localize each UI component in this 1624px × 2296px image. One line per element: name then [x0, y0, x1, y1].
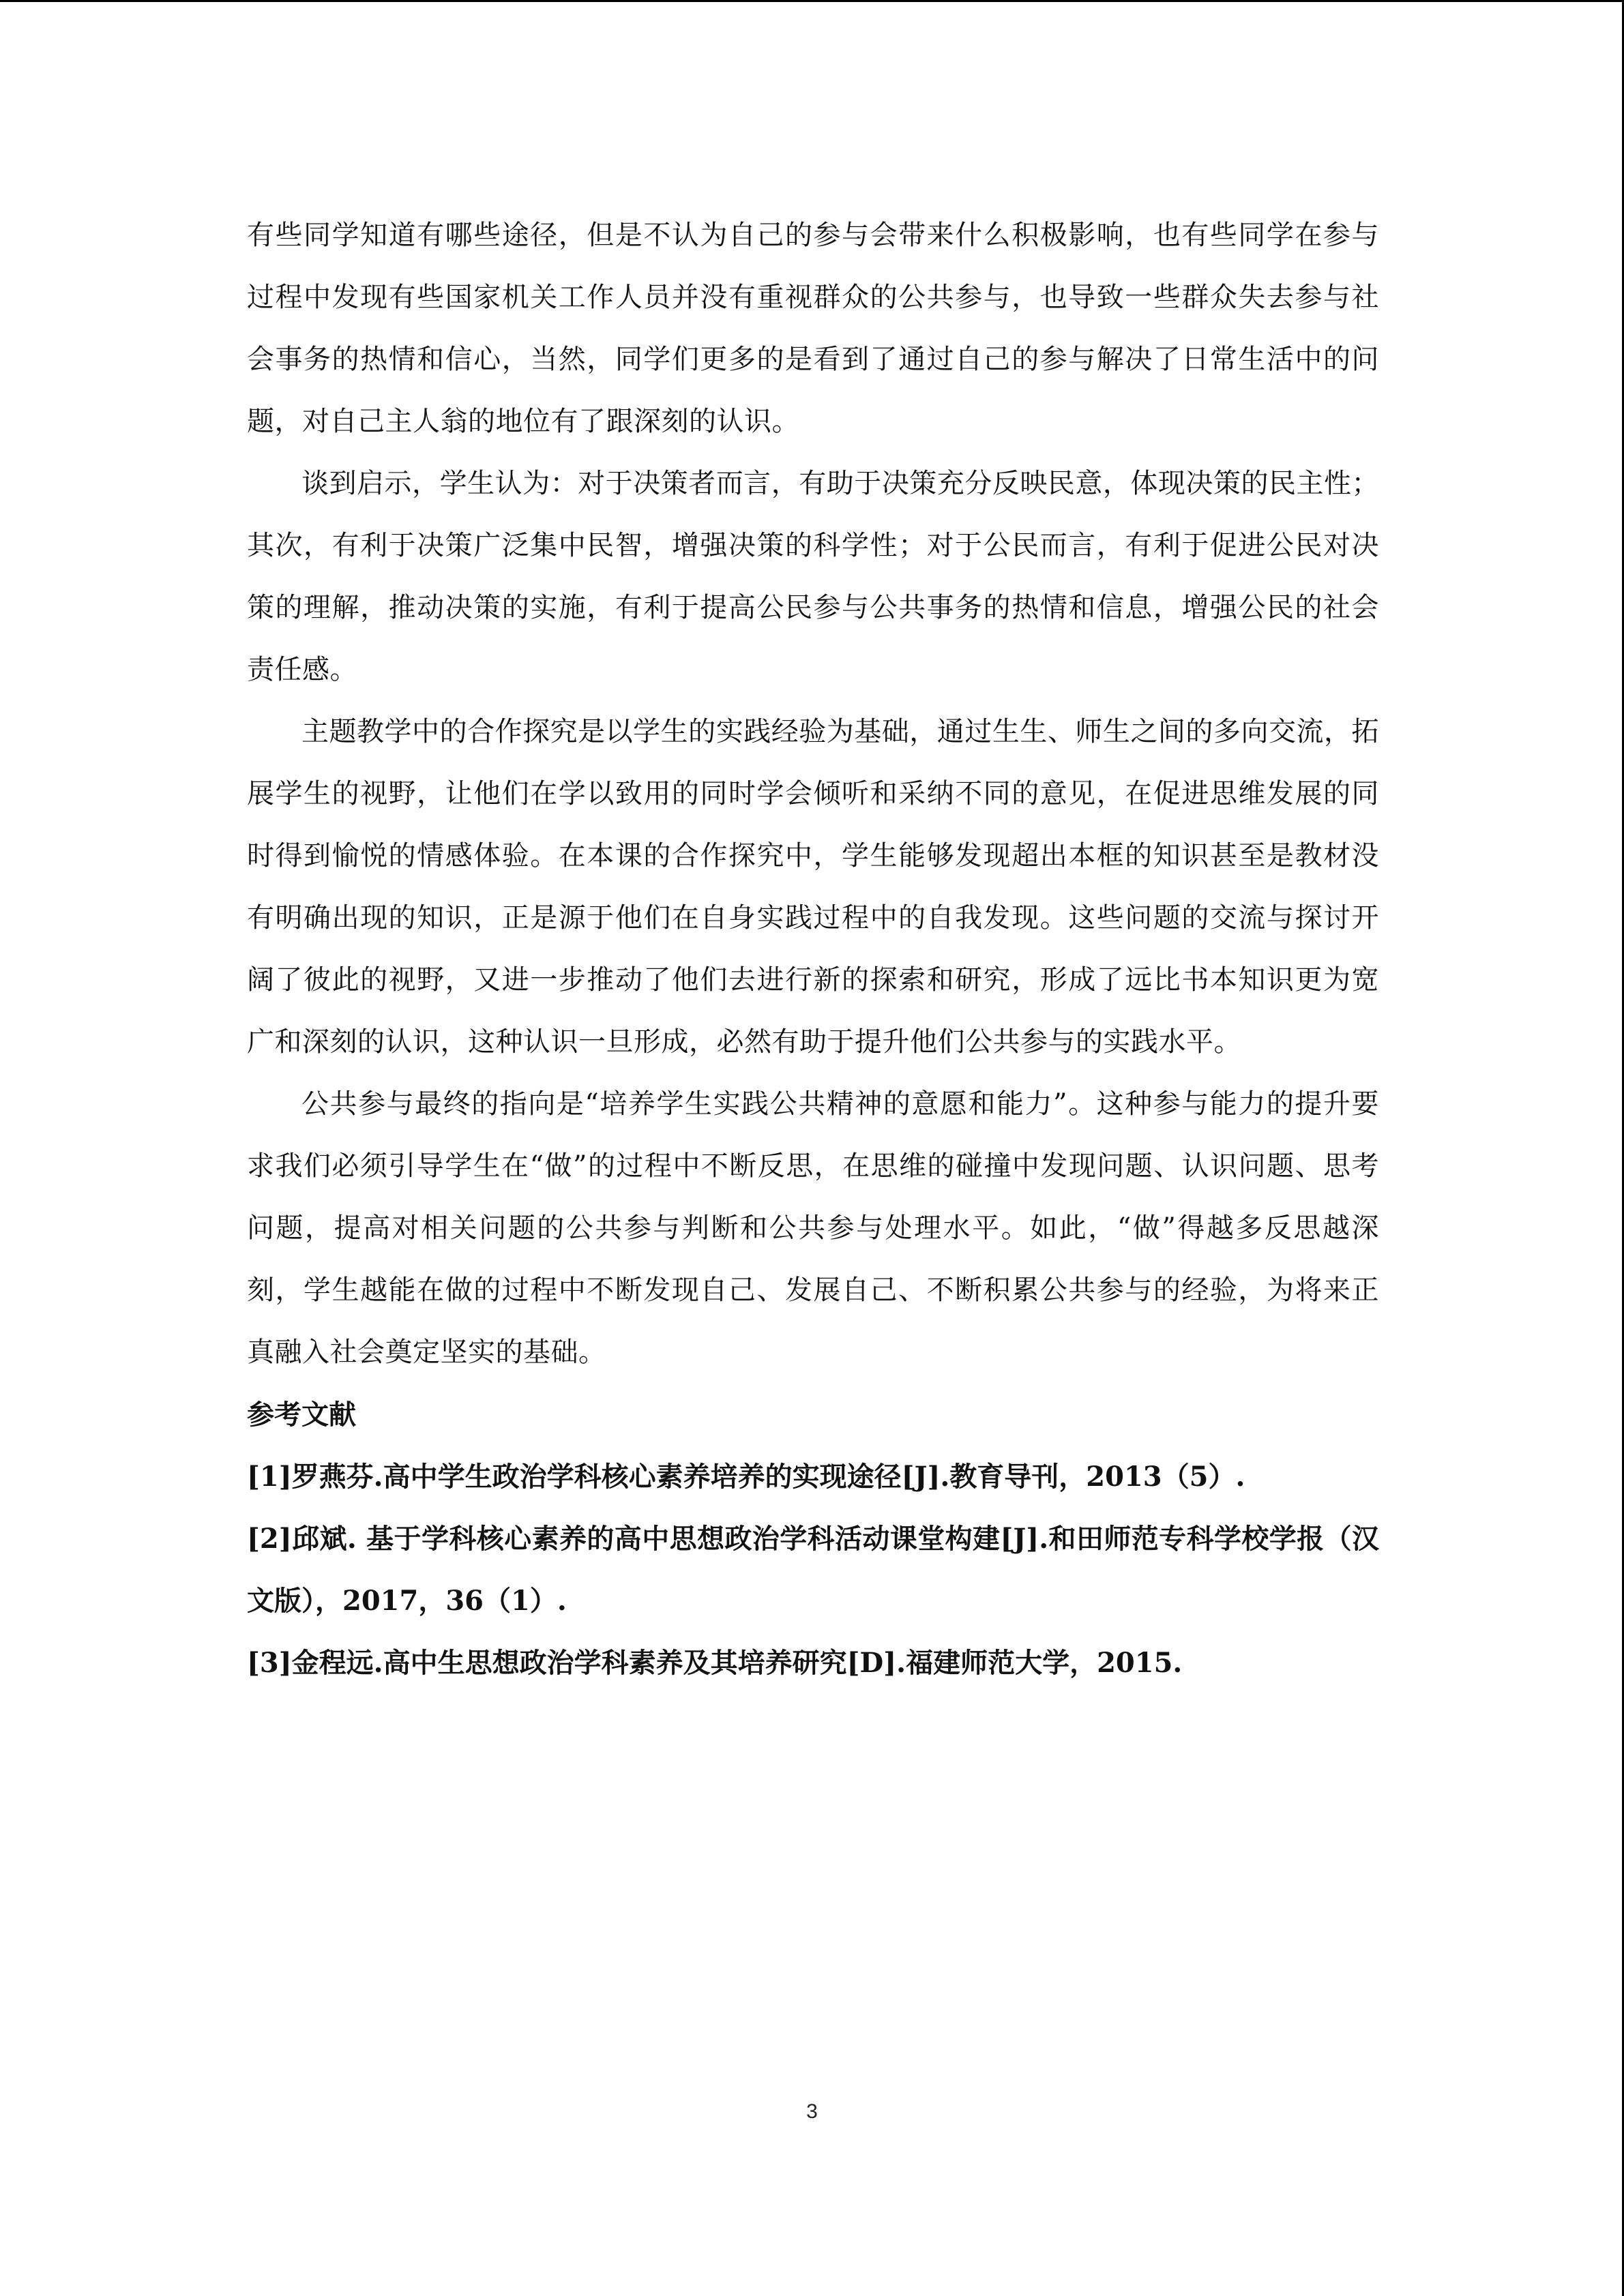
body-paragraph: 主题教学中的合作探究是以学生的实践经验为基础，通过生生、师生之间的多向交流，拓展学生的视野，让他们在学以致用的同时学会倾听和采纳不同的意见，在促进思维发展的同时得到愉悦的情感体验。在本课的合作探究中，学生能够发现超出本框的知识甚至是教材没有明确出现的知识，正是源于他们在自身实践过程中的自我发现。这些问题的交流与探讨开阔了彼此的视野，又进一步推动了他们去进行新的探索和研究，形成了远比书本知识更为宽广和深刻的认识，这种认识一旦形成，必然有助于提升他们公共参与的实践水平。	[247, 716, 1379, 1058]
reference-item: [3]金程远.高中生思想政治学科素养及其培养研究[D].福建师范大学，2015.	[247, 1647, 1183, 1679]
body-paragraph: 谈到启示，学生认为：对于决策者而言，有助于决策充分反映民意，体现决策的民主性；其次，有利于决策广泛集中民智，增强决策的科学性；对于公民而言，有利于促进公民对决策的理解，推动决策的实施，有利于提高公民参与公共事务的热情和信息，增强公民的社会责任感。	[247, 468, 1379, 685]
reference-item: [2]邱斌. 基于学科核心素养的高中思想政治学科活动课堂构建[J].和田师范专科学校学报（汉文版），2017，36（1）.	[247, 1523, 1379, 1617]
body-paragraph: 公共参与最终的指向是“培养学生实践公共精神的意愿和能力”。这种参与能力的提升要求我们必须引导学生在“做”的过程中不断反思，在思维的碰撞中发现问题、认识问题、思考问题，提高对相关问题的公共参与判断和公共参与处理水平。如此，“做”得越多反思越深刻，学生越能在做的过程中不断发现自己、发展自己、不断积累公共参与的经验，为将来正真融入社会奠定坚实的基础。	[247, 1088, 1379, 1368]
reference-item: [1]罗燕芬.高中学生政治学科核心素养培养的实现途径[J].教育导刊，2013（5）.	[247, 1461, 1245, 1493]
page-number: 3	[806, 2100, 818, 2123]
references-heading: 参考文献	[247, 1399, 356, 1431]
document-body	[247, 205, 1379, 1694]
body-paragraph: 有些同学知道有哪些途径，但是不认为自己的参与会带来什么积极影响，也有些同学在参与过程中发现有些国家机关工作人员并没有重视群众的公共参与，也导致一些群众失去参与社会事务的热情和信心，当然，同学们更多的是看到了通过自己的参与解决了日常生活中的问题，对自己主人翁的地位有了跟深刻的认识。	[247, 220, 1379, 437]
references-list	[247, 1446, 1379, 1694]
